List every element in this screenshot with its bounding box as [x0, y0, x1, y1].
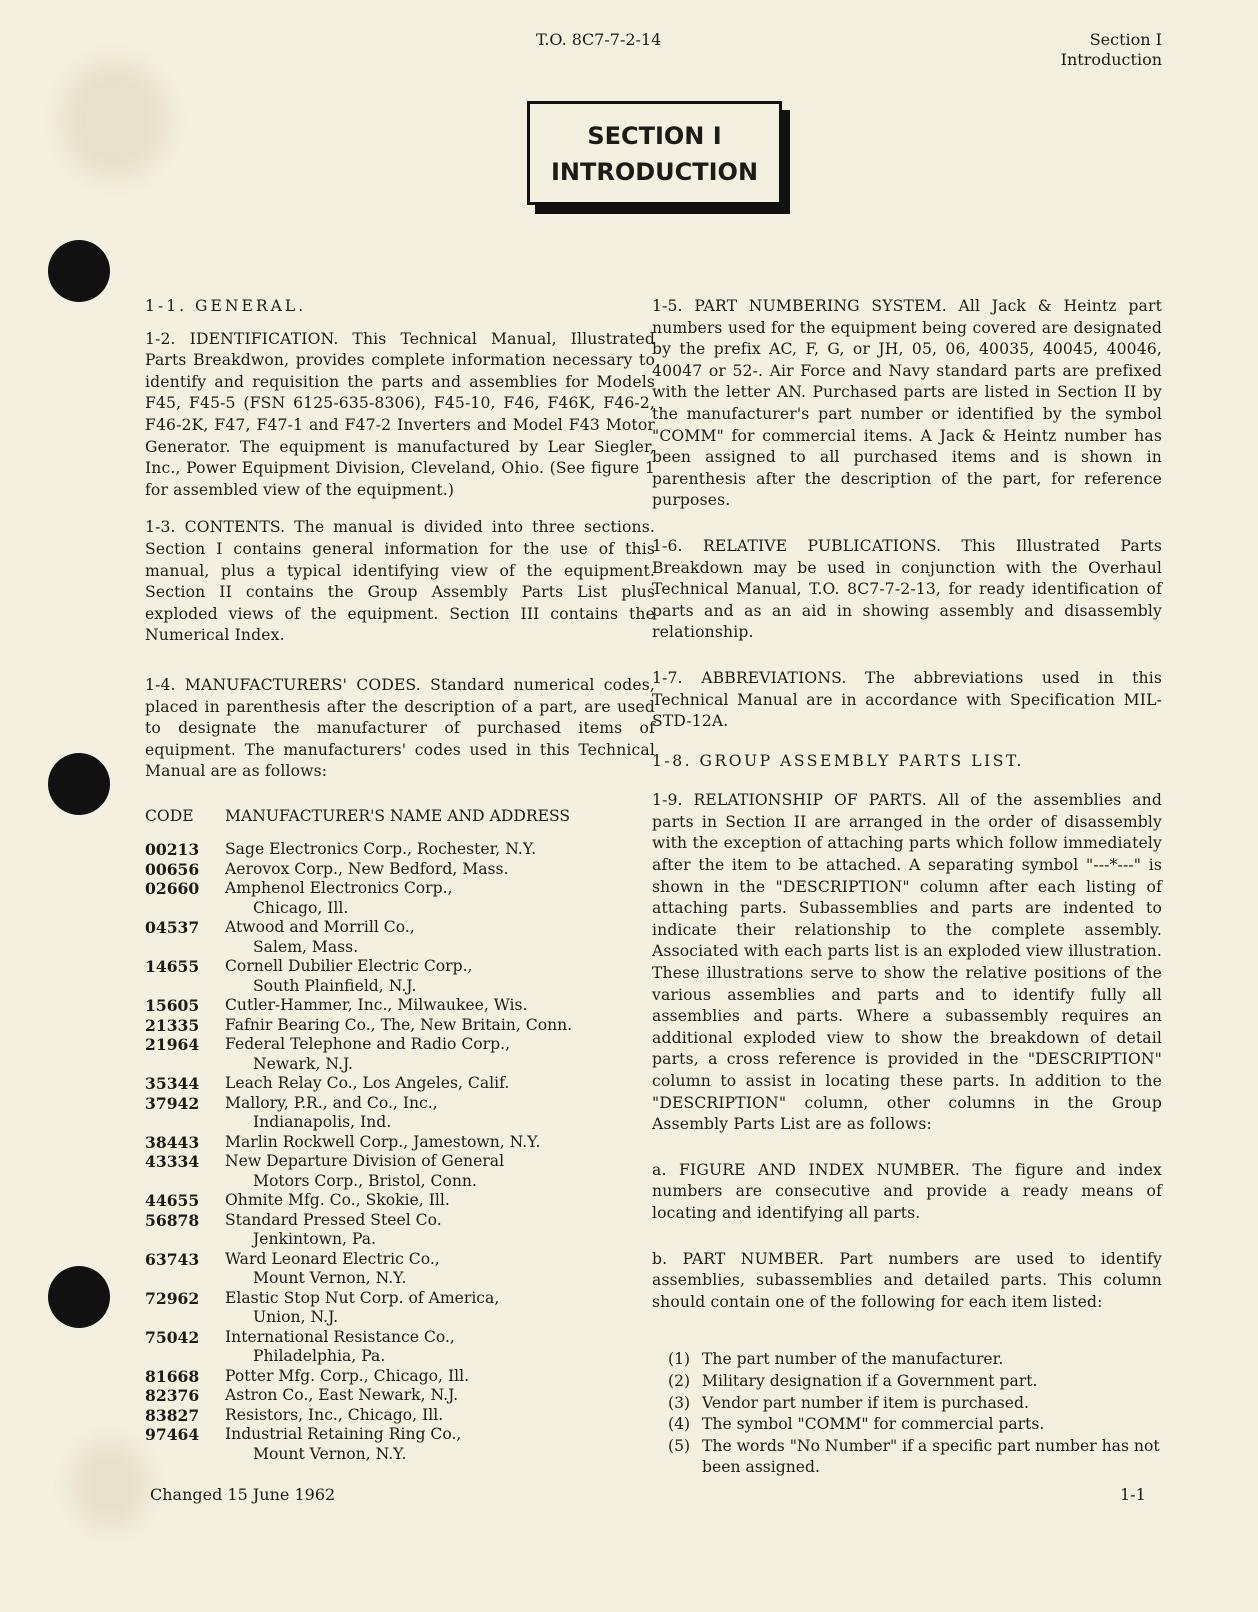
code-row	[145, 1425, 665, 1464]
manufacturer-name	[225, 1406, 665, 1426]
manufacturer-line: Ward Leonard Electric Co.,	[225, 1249, 440, 1268]
code-value: 02660	[145, 879, 200, 899]
paper-stain	[70, 1440, 150, 1530]
manufacturer-name	[225, 1074, 665, 1094]
code-value: 44655	[145, 1191, 200, 1211]
left-column	[145, 296, 655, 1464]
manufacturer-line: Leach Relay Co., Los Angeles, Calif.	[225, 1074, 510, 1093]
manufacturer-line: South Plainfield, N.J.	[253, 976, 417, 995]
changed-date: Changed 15 June 1962	[150, 1485, 336, 1504]
para-1-5: 1-5. PART NUMBERING SYSTEM. All Jack & Heintz part numbers used for the equipment being covered are designated by the prefix AC, F, G, or JH, 05, 06, 40035, 40045, 40046, 40047 or 52-. Air Force and Navy standard parts are prefixed with the letter AN. Purchased parts are listed in Section II by the manufacturer's part number or identified by the symbol "COMM" for commercial items. A Jack & Heintz number has been assigned to all purchased items and is shown in parenthesis after the description of the part, for reference purposes.	[652, 297, 1162, 510]
manufacturer-line: International Resistance Co.,	[225, 1327, 455, 1346]
manufacturer-line: Jenkintown, Pa.	[253, 1230, 377, 1249]
code-row	[145, 1094, 665, 1133]
manufacturer-line: Mount Vernon, N.Y.	[253, 1269, 407, 1288]
manufacturer-line: Federal Telephone and Radio Corp.,	[225, 1035, 511, 1054]
manufacturer-line: Philadelphia, Pa.	[253, 1347, 386, 1366]
code-value: 97464	[145, 1425, 200, 1445]
running-header	[1061, 30, 1162, 70]
code-row	[145, 996, 665, 1016]
running-header-title: Introduction	[1060, 50, 1162, 69]
code-value: 37942	[145, 1093, 200, 1113]
manufacturer-line: Marlin Rockwell Corp., Jamestown, N.Y.	[225, 1132, 541, 1151]
manufacturer-line: Mount Vernon, N.Y.	[253, 1444, 407, 1463]
manufacturer-line: Cornell Dubilier Electric Corp.,	[225, 957, 473, 976]
code-value: 82376	[145, 1386, 200, 1406]
list-item	[668, 1414, 1168, 1436]
codes-table-body	[145, 840, 665, 1464]
code-value: 56878	[145, 1210, 200, 1230]
manufacturer-line: Union, N.J.	[253, 1308, 339, 1327]
code-value: 21335	[145, 1015, 200, 1035]
code-value: 63743	[145, 1249, 200, 1269]
right-column	[652, 296, 1162, 1479]
code-row	[145, 1191, 665, 1211]
code-row	[145, 1016, 665, 1036]
to-number: T.O. 8C7-7-2-14	[536, 30, 662, 49]
manufacturer-line: Motors Corp., Bristol, Conn.	[253, 1171, 477, 1190]
manufacturer-line: Indianapolis, Ind.	[253, 1113, 392, 1132]
manufacturer-name	[225, 957, 665, 996]
manufacturer-name	[225, 918, 665, 957]
manufacturer-line: Mallory, P.R., and Co., Inc.,	[225, 1093, 438, 1112]
manufacturer-name	[225, 1289, 665, 1328]
code-value: 15605	[145, 996, 200, 1016]
manufacturer-line: New Departure Division of General	[225, 1152, 505, 1171]
manufacturer-name	[225, 1152, 665, 1191]
manufacturer-line: Potter Mfg. Corp., Chicago, Ill.	[225, 1366, 470, 1385]
code-row	[145, 1133, 665, 1153]
page-number: 1-1	[1120, 1485, 1146, 1504]
manufacturer-name	[225, 1250, 665, 1289]
section-title-line2: INTRODUCTION	[550, 158, 759, 186]
manufacturer-name	[225, 1133, 665, 1153]
manufacturer-line: Chicago, Ill.	[253, 898, 349, 917]
code-row	[145, 1035, 665, 1074]
list-text: Vendor part number if item is purchased.	[702, 1393, 1029, 1412]
code-value: 00656	[145, 859, 200, 879]
manufacturer-name	[225, 996, 665, 1016]
paper-stain	[60, 60, 170, 180]
code-column-header: CODE	[145, 806, 194, 825]
list-number: (1)	[668, 1350, 691, 1369]
code-row	[145, 1328, 665, 1367]
manufacturer-line: Newark, N.J.	[253, 1054, 353, 1073]
para-1-7: 1-7. ABBREVIATIONS. The abbreviations used in this Technical Manual are in accordance with Specification MIL-STD-12A.	[652, 668, 1162, 731]
code-value: 14655	[145, 957, 200, 977]
manufacturer-name	[225, 1386, 665, 1406]
para-a-figure-index: a. FIGURE AND INDEX NUMBER. The figure and index numbers are consecutive and provide a ready means of locating and identifying all parts.	[652, 1160, 1162, 1222]
para-1-1-heading: 1-1. GENERAL.	[145, 297, 307, 315]
manufacturer-line: Amphenol Electronics Corp.,	[225, 879, 453, 898]
code-row	[145, 1250, 665, 1289]
para-b-part-number: b. PART NUMBER. Part numbers are used to identify assemblies, subassemblies and detailed parts. This column should contain one of the following for each item listed:	[652, 1249, 1162, 1311]
code-value: 38443	[145, 1132, 200, 1152]
code-value: 72962	[145, 1288, 200, 1308]
para-1-9: 1-9. RELATIONSHIP OF PARTS. All of the assemblies and parts in Section II are arranged in the order of disassembly with the exception of attaching parts which follow immediately after the item to be attached. A separating symbol "---*---" is shown in the "DESCRIPTION" column after each listing of attaching parts. Subassemblies and parts are indented to indicate their relationship to the complete assembly. Associated with each parts list is an exploded view illustration. These illustrations serve to show the relative positions of the various assemblies and parts and to identify fully all assemblies and parts. Where a subassembly requires an additional exploded view to show the breakdown of detail parts, a cross reference is provided in the "DESCRIPTION" column to assist in locating these parts. In addition to the "DESCRIPTION" column, other columns in the Group Assembly Parts List are as follows:	[652, 791, 1162, 1134]
list-number: (5)	[668, 1436, 691, 1455]
code-row	[145, 840, 665, 860]
code-value: 04537	[145, 918, 200, 938]
manufacturer-line: Ohmite Mfg. Co., Skokie, Ill.	[225, 1191, 450, 1210]
code-value: 35344	[145, 1074, 200, 1094]
code-row	[145, 1152, 665, 1191]
list-text: The words "No Number" if a specific part number has not been assigned.	[702, 1436, 1160, 1477]
code-value: 43334	[145, 1152, 200, 1172]
code-row	[145, 957, 665, 996]
section-title-line1: SECTION I	[587, 122, 722, 150]
para-1-8-heading: 1-8. GROUP ASSEMBLY PARTS LIST.	[652, 751, 1024, 770]
code-value: 81668	[145, 1366, 200, 1386]
manufacturer-name	[225, 1035, 665, 1074]
code-row	[145, 1367, 665, 1387]
manufacturer-name	[225, 1328, 665, 1367]
list-text: The part number of the manufacturer.	[702, 1350, 1004, 1369]
binder-hole	[48, 1266, 110, 1328]
list-text: The symbol "COMM" for commercial parts.	[702, 1415, 1045, 1434]
manufacturer-name	[225, 879, 665, 918]
manufacturer-line: Sage Electronics Corp., Rochester, N.Y.	[225, 840, 537, 859]
code-row	[145, 1074, 665, 1094]
list-item	[668, 1349, 1168, 1371]
list-item	[668, 1436, 1168, 1479]
manufacturer-line: Resistors, Inc., Chicago, Ill.	[225, 1405, 444, 1424]
code-row	[145, 1289, 665, 1328]
manufacturer-line: Aerovox Corp., New Bedford, Mass.	[225, 859, 509, 878]
manufacturer-line: Standard Pressed Steel Co.	[225, 1210, 442, 1229]
manufacturer-line: Atwood and Morrill Co.,	[225, 918, 415, 937]
manufacturer-line: Fafnir Bearing Co., The, New Britain, Conn.	[225, 1015, 573, 1034]
running-header-section: Section I	[1089, 30, 1162, 49]
list-number: (4)	[668, 1415, 691, 1434]
para-1-3: 1-3. CONTENTS. The manual is divided into three sections. Section I contains general information for the use of this manual, plus a typical identifying view of the equipment. Section II contains the Group Assembly Parts List plus exploded views of the equipment. Section III contains the Numerical Index.	[145, 518, 655, 645]
code-value: 00213	[145, 840, 200, 860]
code-value: 21964	[145, 1035, 200, 1055]
para-1-6: 1-6. RELATIVE PUBLICATIONS. This Illustrated Parts Breakdown may be used in conjunction with the Overhaul Technical Manual, T.O. 8C7-7-2-13, for ready identification of parts and as an aid in showing assembly and disassembly relationship.	[652, 536, 1162, 642]
para-1-4: 1-4. MANUFACTURERS' CODES. Standard numerical codes, placed in parenthesis after the description of a part, are used to designate the manufacturer of purchased items of equipment. The manufacturers' codes used in this Technical Manual are as follows:	[145, 675, 655, 781]
list-number: (2)	[668, 1371, 691, 1390]
code-value: 75042	[145, 1327, 200, 1347]
manufacturer-line: Cutler-Hammer, Inc., Milwaukee, Wis.	[225, 996, 528, 1015]
part-number-options-list	[652, 1349, 1168, 1479]
code-row	[145, 879, 665, 918]
code-row	[145, 1211, 665, 1250]
manufacturer-line: Astron Co., East Newark, N.J.	[225, 1386, 459, 1405]
code-row	[145, 918, 665, 957]
code-row	[145, 1406, 665, 1426]
manufacturer-name	[225, 1191, 665, 1211]
list-number: (3)	[668, 1393, 691, 1412]
code-row	[145, 860, 665, 880]
manufacturer-line: Elastic Stop Nut Corp. of America,	[225, 1288, 500, 1307]
list-item	[668, 1371, 1168, 1393]
code-value: 83827	[145, 1405, 200, 1425]
binder-hole	[48, 240, 110, 302]
manufacturer-line: Industrial Retaining Ring Co.,	[225, 1425, 462, 1444]
name-column-header: MANUFACTURER'S NAME AND ADDRESS	[225, 806, 571, 825]
manufacturer-name	[225, 840, 665, 860]
para-1-2: 1-2. IDENTIFICATION. This Technical Manual, Illustrated Parts Breakdwon, provides complete information necessary to identify and requisition the parts and assemblies for Models F45, F45-5 (FSN 6125-635-8306), F45-10, F46, F46K, F46-2, F46-2K, F47, F47-1 and F47-2 Inverters and Model F43 Motor Generator. The equipment is manufactured by Lear Siegler, Inc., Power Equipment Division, Cleveland, Ohio. (See figure 1 for assembled view of the equipment.)	[145, 329, 655, 499]
list-text: Military designation if a Government part.	[702, 1371, 1038, 1390]
manufacturer-name	[225, 1425, 665, 1464]
manufacturer-name	[225, 1211, 665, 1250]
manufacturer-name	[225, 1094, 665, 1133]
binder-hole	[48, 753, 110, 815]
manufacturer-name	[225, 1016, 665, 1036]
manufacturer-codes-table	[145, 807, 665, 1465]
code-row	[145, 1386, 665, 1406]
manufacturer-line: Salem, Mass.	[253, 937, 359, 956]
codes-table-header	[145, 807, 665, 827]
manufacturer-name	[225, 860, 665, 880]
list-item	[668, 1393, 1168, 1415]
manufacturer-name	[225, 1367, 665, 1387]
section-title-box	[527, 101, 782, 205]
